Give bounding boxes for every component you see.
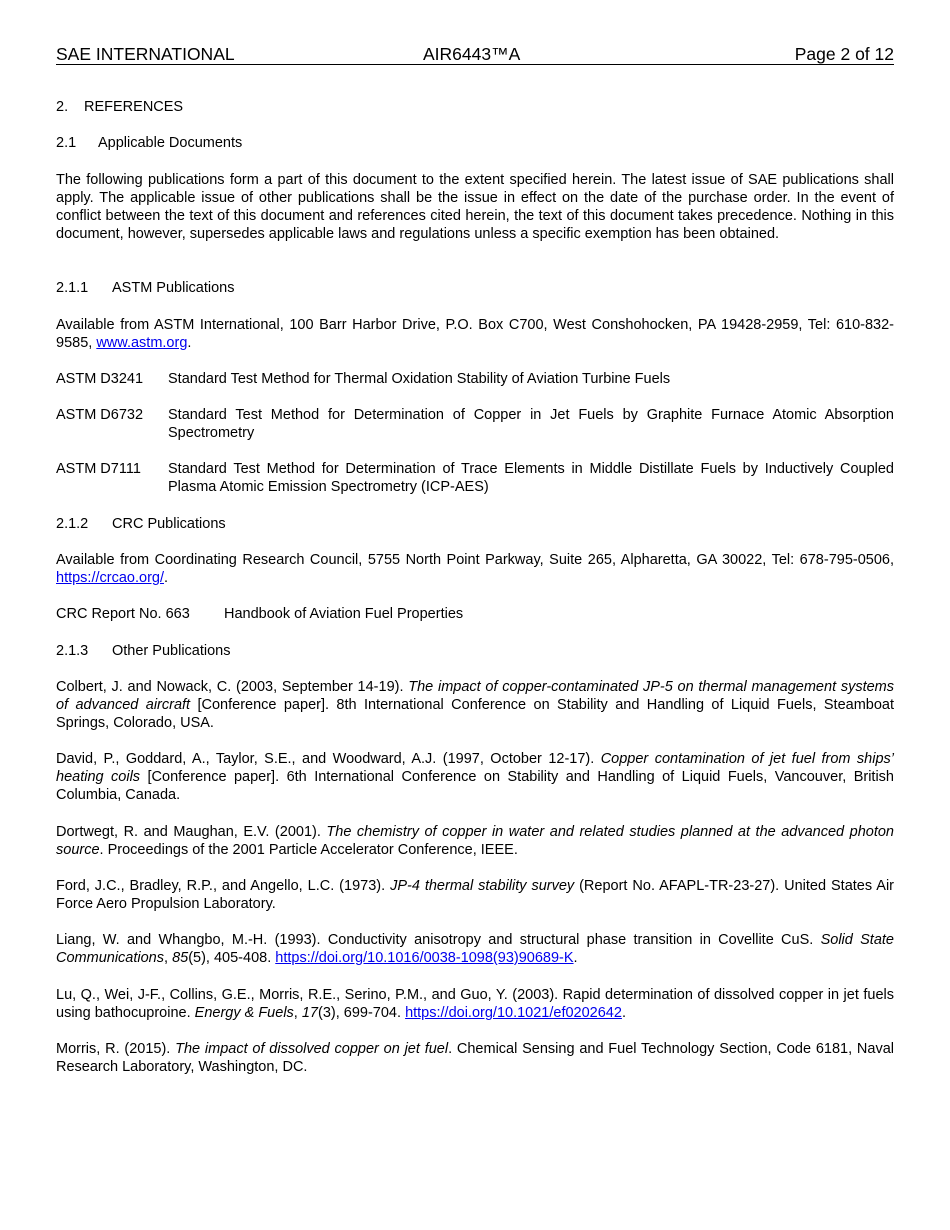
section-title: Applicable Documents	[98, 135, 243, 151]
header-org: SAE INTERNATIONAL	[56, 44, 235, 64]
ref-text: . Chemical Sensing and Fuel Technology Section, Code 6181, Naval Research Laboratory, Washington, DC.	[56, 1041, 894, 1075]
ref-title-italic: The impact of copper-contaminated JP-5 on thermal management systems of advanced aircraft	[56, 679, 895, 713]
crc-ref-row	[56, 605, 894, 623]
section-number: 2.1.3	[56, 643, 89, 659]
crc-availability-end: .	[164, 570, 169, 586]
astm-website-link[interactable]: www.astm.org	[96, 335, 188, 351]
reference-entry-liang	[56, 931, 894, 967]
ref-title-italic: Copper contamination of jet fuel from ships’ heating coils	[56, 751, 894, 785]
header-doc-id: AIR6443™A	[423, 44, 521, 64]
astm-ref-title: Standard Test Method for Determination of Trace Elements in Middle Distillate Fuels by Inductively Coupled Plasma Atomic Emission Spectrometry (ICP-AES)	[168, 461, 894, 495]
ref-text: [Conference paper]. 6th International Conference on Stability and Handling of Liquid Fuels, Vancouver, British Columbia, Canada.	[56, 769, 894, 803]
reference-entry-dortwegt	[56, 823, 894, 859]
ref-volume-italic: 17	[301, 1005, 318, 1021]
reference-entry-morris	[56, 1040, 894, 1076]
ref-text: .	[573, 950, 578, 966]
ref-title-italic: JP-4 thermal stability survey	[390, 878, 575, 894]
crc-website-link[interactable]: https://crcao.org/	[56, 570, 164, 586]
ref-text: Morris, R. (2015).	[56, 1041, 176, 1057]
ref-text: David, P., Goddard, A., Taylor, S.E., and Woodward, A.J. (1997, October 12-17).	[56, 751, 601, 767]
ref-text: ,	[293, 1005, 302, 1021]
reference-entry-david	[56, 750, 894, 804]
applicable-documents-paragraph: The following publications form a part of this document to the extent specified herein. The latest issue of SAE publications shall apply. The applicable issue of other publications shall be the issue in effect on the date of the purchase order. In the event of conflict between the text of this document and references cited herein, the text of this document takes precedence. Nothing in this document, however, supersedes applicable laws and regulations unless a specific exemption has been obtained.	[56, 172, 894, 242]
crc-availability-text: Available from Coordinating Research Council, 5755 North Point Parkway, Suite 265, Alpharetta, GA 30022, Tel: 678-795-0506,	[56, 552, 894, 568]
section-2-1-3-heading	[56, 642, 894, 660]
astm-ref-code: ASTM D3241	[56, 371, 144, 387]
section-title: Other Publications	[112, 643, 231, 659]
astm-availability-end: .	[187, 335, 192, 351]
ref-title-italic: The impact of dissolved copper on jet fuel	[175, 1041, 449, 1057]
section-number: 2.1.1	[56, 280, 89, 296]
page-header	[56, 44, 894, 65]
crc-ref-title: Handbook of Aviation Fuel Properties	[224, 606, 464, 622]
reference-entry-lu	[56, 986, 894, 1022]
ref-title-italic: The chemistry of copper in water and related studies planned at the advanced photon source	[56, 824, 894, 858]
astm-ref-row	[56, 370, 894, 388]
ref-text: (3), 699-704.	[318, 1005, 406, 1021]
ref-journal-italic: Solid State Communications	[56, 932, 894, 966]
ref-text: .	[621, 1005, 626, 1021]
reference-entry-colbert	[56, 678, 894, 732]
header-page-number: Page 2 of 12	[794, 44, 894, 64]
ref-text: Ford, J.C., Bradley, R.P., and Angello, L.C. (1973).	[56, 878, 391, 894]
section-2-1-2-heading	[56, 515, 894, 533]
ref-text: (5), 405-408.	[188, 950, 276, 966]
section-title: ASTM Publications	[112, 280, 235, 296]
astm-ref-code: ASTM D7111	[56, 461, 141, 477]
ref-volume-italic: 85	[172, 950, 189, 966]
reference-entry-ford	[56, 877, 894, 913]
ref-text: Liang, W. and Whangbo, M.-H. (1993). Conductivity anisotropy and structural phase transition in Covellite CuS.	[56, 932, 821, 948]
doi-link[interactable]: https://doi.org/10.1021/ef0202642	[405, 1005, 622, 1021]
ref-text: ,	[164, 950, 173, 966]
ref-text: Colbert, J. and Nowack, C. (2003, September 14-19).	[56, 679, 409, 695]
doi-link[interactable]: https://doi.org/10.1016/0038-1098(93)90689-K	[275, 950, 574, 966]
crc-availability-paragraph	[56, 551, 894, 587]
crc-ref-code: CRC Report No. 663	[56, 606, 190, 622]
astm-ref-title: Standard Test Method for Thermal Oxidation Stability of Aviation Turbine Fuels	[168, 371, 671, 387]
astm-ref-row	[56, 406, 894, 442]
section-number: 2.	[56, 99, 69, 115]
section-2-heading	[56, 98, 894, 116]
running-header	[56, 44, 894, 65]
astm-ref-code: ASTM D6732	[56, 407, 144, 423]
ref-text: [Conference paper]. 8th International Conference on Stability and Handling of Liquid Fuels, Steamboat Springs, Colorado, USA.	[56, 697, 895, 731]
ref-text: Dortwegt, R. and Maughan, E.V. (2001).	[56, 824, 327, 840]
section-2-1-1-heading	[56, 279, 894, 297]
ref-text: Lu, Q., Wei, J-F., Collins, G.E., Morris, R.E., Serino, P.M., and Guo, Y. (2003). Rapid determination of dissolved copper in jet fuels using bathocuproine.	[56, 987, 894, 1021]
section-title: REFERENCES	[84, 99, 184, 115]
section-title: CRC Publications	[112, 516, 226, 532]
astm-ref-title: Standard Test Method for Determination of Copper in Jet Fuels by Graphite Furnace Atomic Absorption Spectrometry	[168, 407, 894, 441]
section-2-1-heading	[56, 134, 894, 152]
astm-ref-row	[56, 460, 894, 496]
section-number: 2.1.2	[56, 516, 89, 532]
ref-text: (Report No. AFAPL-TR-23-27). United States Air Force Aero Propulsion Laboratory.	[56, 878, 894, 912]
astm-availability-paragraph	[56, 316, 894, 352]
ref-text: . Proceedings of the 2001 Particle Accelerator Conference, IEEE.	[99, 842, 518, 858]
astm-availability-text: Available from ASTM International, 100 Barr Harbor Drive, P.O. Box C700, West Conshohocken, PA 19428-2959, Tel: 610-832-9585,	[56, 317, 894, 351]
section-number: 2.1	[56, 135, 77, 151]
ref-journal-italic: Energy & Fuels	[194, 1005, 294, 1021]
